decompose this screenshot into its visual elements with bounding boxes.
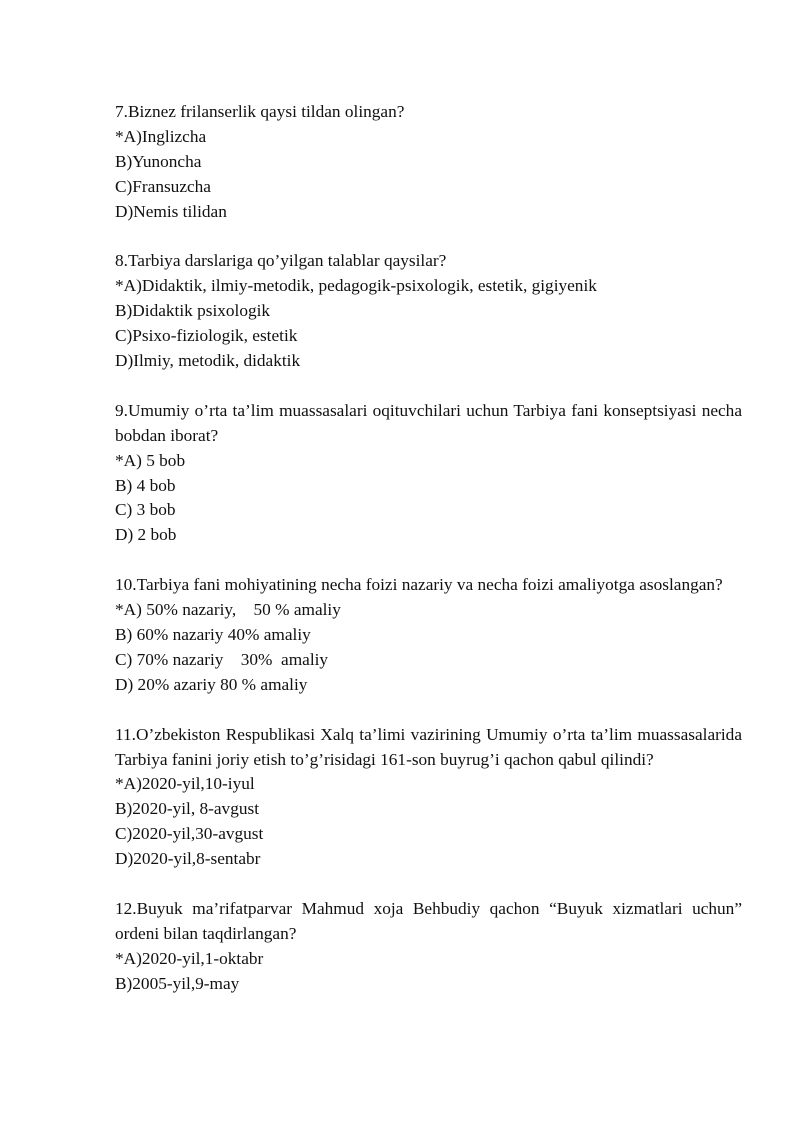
answer-option-c: C)2020-yil,30-avgust — [115, 824, 264, 844]
answer-option-b: B)Yunoncha — [115, 151, 202, 171]
answer-option-c: C)Psixo-fiziologik, estetik — [115, 326, 298, 346]
answer-option-a: *A) 50% nazariy, 50 % amaliy — [115, 600, 341, 620]
document-page — [115, 100, 742, 1021]
question-12 — [115, 897, 742, 997]
question-text: 11.O’zbekiston Respublikasi Xalq ta’limi vazirining Umumiy o’rta ta’lim muassasalarida Tarbiya fanini joriy etish to’g’risidagi 161-son buyrug’i qachon qabul qilindi? — [115, 724, 742, 769]
answer-option-d: D)Nemis tilidan — [115, 201, 227, 221]
answer-option-a: *A) 5 bob — [115, 450, 186, 470]
question-8 — [115, 249, 742, 374]
question-10 — [115, 573, 742, 698]
answer-option-c: C) 70% nazariy 30% amaliy — [115, 649, 329, 669]
question-text: 10.Tarbiya fani mohiyatining necha foizi nazariy va necha foizi amaliyotga asoslangan? — [115, 575, 723, 595]
question-7 — [115, 100, 742, 225]
answer-option-c: C) 3 bob — [115, 500, 176, 520]
question-11 — [115, 723, 742, 872]
answer-option-c: C)Fransuzcha — [115, 176, 211, 196]
question-text: 7.Biznez frilanserlik qaysi tildan olingan? — [115, 102, 405, 121]
answer-option-a: *A)2020-yil,10-iyul — [115, 774, 255, 794]
answer-option-a: *A)Didaktik, ilmiy-metodik, pedagogik-psixologik, estetik, gigiyenik — [115, 276, 597, 296]
answer-option-d: D)Ilmiy, metodik, didaktik — [115, 351, 301, 371]
answer-option-b: B)Didaktik psixologik — [115, 301, 271, 321]
answer-option-a: *A)Inglizcha — [115, 126, 207, 146]
answer-option-b: B) 4 bob — [115, 475, 176, 495]
question-text: 12.Buyuk ma’rifatparvar Mahmud xoja Behbudiy qachon “Buyuk xizmatlari uchun” ordeni bilan taqdirlangan? — [115, 898, 742, 943]
answer-option-b: B)2005-yil,9-may — [115, 973, 240, 993]
answer-option-d: D)2020-yil,8-sentabr — [115, 849, 261, 869]
question-text: 8.Tarbiya darslariga qo’yilgan talablar qaysilar? — [115, 251, 447, 271]
question-text: 9.Umumiy o’rta ta’lim muassasalari oqituvchilari uchun Tarbiya fani konseptsiyasi necha bobdan iborat? — [115, 400, 742, 445]
answer-option-b: B)2020-yil, 8-avgust — [115, 799, 259, 819]
answer-option-b: B) 60% nazariy 40% amaliy — [115, 624, 311, 644]
answer-option-a: *A)2020-yil,1-oktabr — [115, 948, 264, 968]
answer-option-d: D) 20% azariy 80 % amaliy — [115, 674, 308, 694]
question-9 — [115, 399, 742, 548]
answer-option-d: D) 2 bob — [115, 525, 177, 545]
